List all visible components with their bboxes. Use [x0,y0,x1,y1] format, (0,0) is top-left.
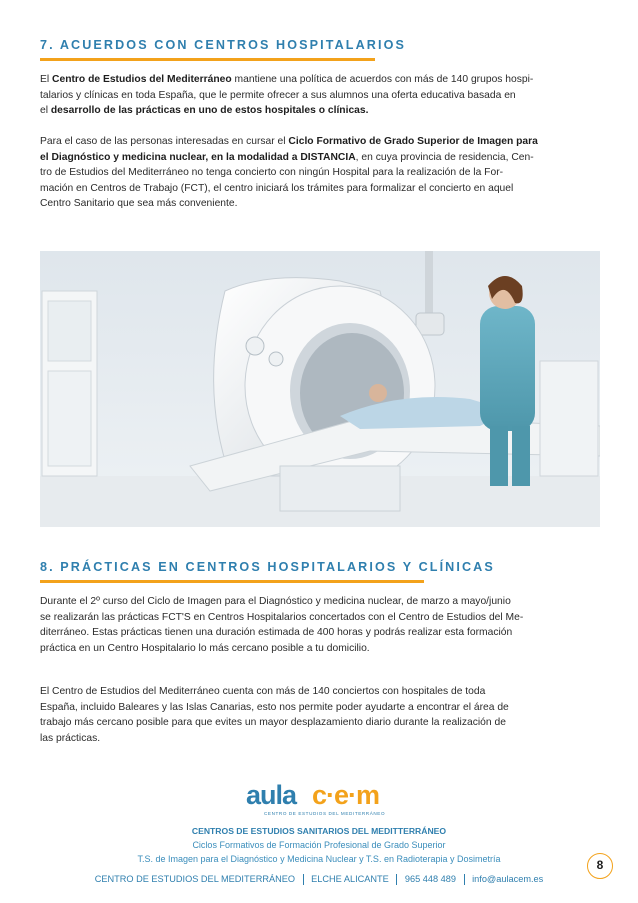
footer-subtitle: Ciclos Formativos de Formación Profesional de Grado Superior [192,840,446,850]
contact-divider [464,874,465,885]
footer-organization: CENTROS DE ESTUDIOS SANITARIOS DEL MEDITTERRÁNEO [191,826,447,836]
section-8-paragraph-2: El Centro de Estudios del Mediterráneo cuenta con más de 140 conciertos con hospitales de toda España, incluido Baleares y las Islas Canarias, esto nos permite poder ayudarte a encontrar el área de trabajo más cercano posible para que evites un mayor desplazamiento diario durante la realización de las prácticas. [40,686,509,744]
contact-email[interactable]: info@aulacem.es [472,874,544,884]
bold-text: desarrollo de las prácticas en uno de estos hospitales o clínicas. [50,105,369,117]
contact-location: ELCHE ALICANTE [311,874,389,884]
contact-divider [396,874,397,885]
contact-phone: 965 448 489 [404,874,456,884]
section-8-underline [40,580,424,583]
bold-text: Centro de Estudios del Mediterráneo [52,74,232,85]
svg-text:aula: aula [246,780,297,810]
svg-text:CENTRO DE ESTUDIOS DEL MEDITER: CENTRO DE ESTUDIOS DEL MEDITERRÁNEO [264,811,386,816]
footer-programs: T.S. de Imagen para el Diagnóstico y Medicina Nuclear y T.S. en Radioterapia y Dosimetría [137,854,501,864]
bold-text: Ciclo Formativo de Grado Superior de Imagen para [288,136,538,147]
ct-scanner-illustration [40,251,600,527]
section-8-title: 8. PRÁCTICAS EN CENTROS HOSPITALARIOS Y CLÍNICAS [40,560,495,574]
svg-text:c·e·m: c·e·m [312,780,380,810]
section-7-paragraph-1: El Centro de Estudios del Mediterráneo mantiene una política de acuerdos con más de 140 grupos hospi- talarios y clínicas en toda España, que le permite ofrecer a sus alumnos una oferta educativa basada en el desarrollo de las prácticas en uno de estos hospitales o clínicas. [40,74,534,117]
ct-scanner-photo [40,251,600,527]
bold-text: el Diagnóstico y medicina nuclear, en la modalidad a DISTANCIA [40,151,356,163]
contact-center-name: CENTRO DE ESTUDIOS DEL MEDITERRÁNEO [94,874,296,884]
section-7-paragraph-2: Para el caso de las personas interesadas en cursar el Ciclo Formativo de Grado Superior de Imagen para el Diagnóstico y medicina nuclear, en la modalidad a DISTANCIA, en cuya provincia de residencia, Cen- tro de Estudios del Mediterráneo no tenga concierto con ningún Hospital para la realización de la For- mación en Centros de Trabajo (FCT), el centro iniciará los trámites para formalizar el concierto en aquel Centro Sanitario que sea más conveniente. [40,136,538,210]
contact-divider [303,874,304,885]
page-number-badge: 8 [587,853,613,879]
section-8-paragraph-1: Durante el 2º curso del Ciclo de Imagen para el Diagnóstico y medicina nuclear, de marzo a mayo/junio se realizarán las prácticas FCT'S en Centros Hospitalarios concertados con el Centro de Estudios del Me- diterráneo. Estas prácticas tienen una duración estimada de 400 horas y podrás realizar esta formación práctica en un Centro Hospitalario lo más cercano posible a tu domicilio. [40,596,524,654]
section-7-underline [40,58,375,61]
aulacem-logo-mark [246,780,396,818]
aulacem-logo [246,780,396,818]
footer-contact-row [0,874,638,885]
section-7-title: 7. ACUERDOS CON CENTROS HOSPITALARIOS [40,38,406,52]
